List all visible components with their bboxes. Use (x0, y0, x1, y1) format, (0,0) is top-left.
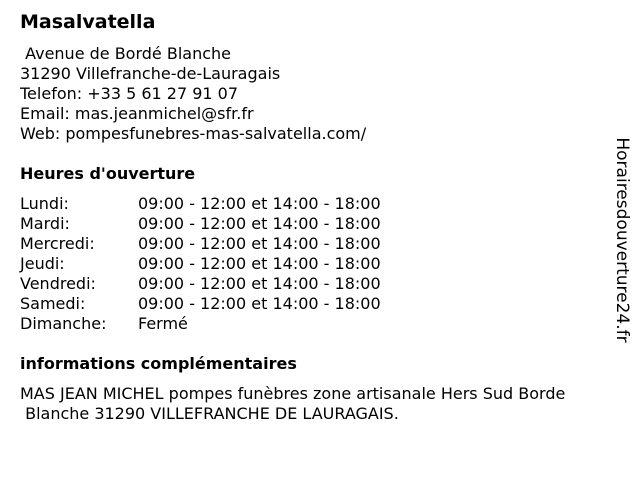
day-label: Samedi: (20, 294, 86, 313)
business-name: Masalvatella (20, 11, 156, 33)
time-range: 09:00 - 12:00 et 14:00 - 18:00 (138, 234, 381, 253)
day-label: Jeudi: (20, 254, 65, 273)
time-range: 09:00 - 12:00 et 14:00 - 18:00 (138, 194, 381, 213)
time-range: 09:00 - 12:00 et 14:00 - 18:00 (138, 274, 381, 293)
time-range: 09:00 - 12:00 et 14:00 - 18:00 (138, 294, 381, 313)
day-label: Dimanche: (20, 314, 107, 333)
street-address: Avenue de Bordé Blanche (20, 44, 231, 63)
city-address: 31290 Villefranche-de-Lauragais (20, 64, 281, 83)
day-label: Mardi: (20, 214, 70, 233)
day-label: Mercredi: (20, 234, 95, 253)
hours-heading: Heures d'ouverture (20, 164, 196, 183)
site-watermark: Horairesdouverture24.fr (612, 137, 632, 343)
time-range: 09:00 - 12:00 et 14:00 - 18:00 (138, 254, 381, 273)
email-line: Email: mas.jeanmichel@sfr.fr (20, 104, 254, 123)
web-line: Web: pompesfunebres-mas-salvatella.com/ (20, 124, 367, 143)
info-line: MAS JEAN MICHEL pompes funèbres zone artisanale Hers Sud Borde (20, 384, 566, 403)
day-label: Lundi: (20, 194, 69, 213)
contact-block (20, 44, 366, 144)
phone-line: Telefon: +33 5 61 27 91 07 (20, 84, 239, 103)
time-range: 09:00 - 12:00 et 14:00 - 18:00 (138, 214, 381, 233)
day-label: Vendredi: (20, 274, 96, 293)
info-heading: informations complémentaires (20, 354, 297, 373)
info-line: Blanche 31290 VILLEFRANCHE DE LAURAGAIS. (20, 404, 399, 423)
time-range: Fermé (138, 314, 188, 333)
info-description (20, 384, 630, 424)
